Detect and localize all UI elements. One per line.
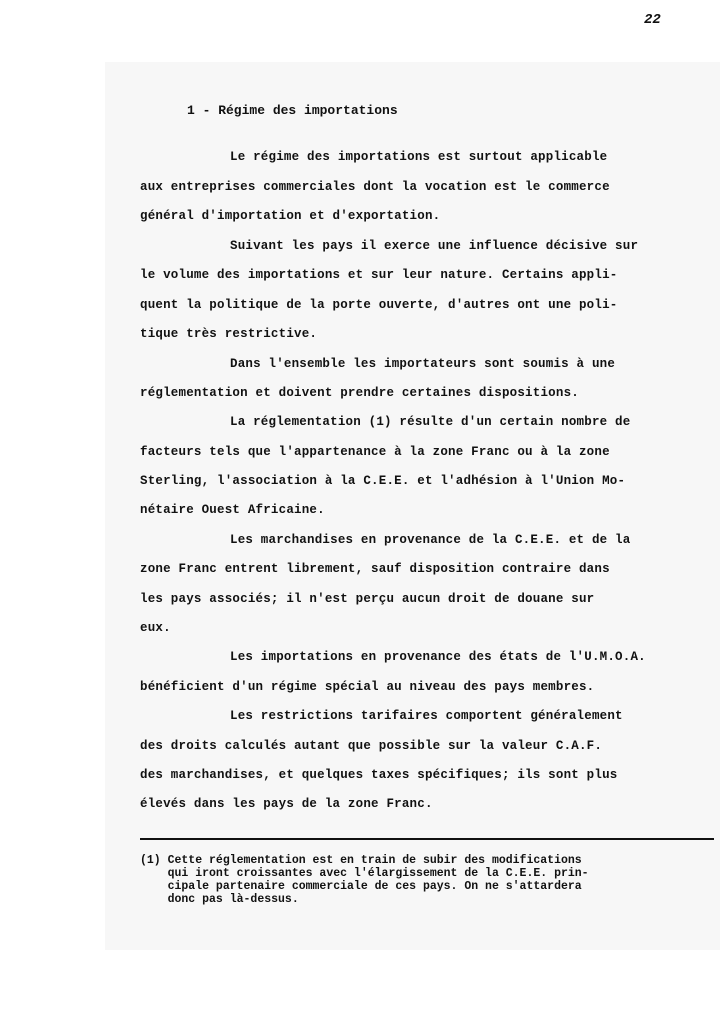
body-line: Le régime des importations est surtout applicable xyxy=(230,150,608,164)
body-line: facteurs tels que l'appartenance à la zone Franc ou à la zone xyxy=(140,445,610,459)
body-line: Les importations en provenance des états de l'U.M.O.A. xyxy=(230,650,646,664)
footnote-line: qui iront croissantes avec l'élargissement de la C.E.E. prin- xyxy=(140,867,589,880)
body-line: tique très restrictive. xyxy=(140,327,318,341)
body-line: Dans l'ensemble les importateurs sont soumis à une xyxy=(230,357,616,371)
footnote-separator xyxy=(140,838,714,840)
body-line: les pays associés; il n'est perçu aucun droit de douane sur xyxy=(140,592,595,606)
body-line: bénéficient d'un régime spécial au niveau des pays membres. xyxy=(140,680,595,694)
footnote-line: donc pas là-dessus. xyxy=(140,893,299,906)
body-line: réglementation et doivent prendre certaines dispositions. xyxy=(140,386,579,400)
body-line: des marchandises, et quelques taxes spécifiques; ils sont plus xyxy=(140,768,618,782)
footnote-line: (1) Cette réglementation est en train de subir des modifications xyxy=(140,854,582,867)
body-line: Les restrictions tarifaires comportent généralement xyxy=(230,709,623,723)
body-line: élevés dans les pays de la zone Franc. xyxy=(140,797,433,811)
body-line: Les marchandises en provenance de la C.E.E. et de la xyxy=(230,533,631,547)
body-line: le volume des importations et sur leur nature. Certains appli- xyxy=(140,268,618,282)
body-line: général d'importation et d'exportation. xyxy=(140,209,441,223)
body-line: zone Franc entrent librement, sauf disposition contraire dans xyxy=(140,562,610,576)
footnote-line: cipale partenaire commerciale de ces pays. On ne s'attardera xyxy=(140,880,582,893)
body-line: nétaire Ouest Africaine. xyxy=(140,503,325,517)
body-line: aux entreprises commerciales dont la vocation est le commerce xyxy=(140,180,610,194)
body-line: La réglementation (1) résulte d'un certain nombre de xyxy=(230,415,631,429)
body-line: eux. xyxy=(140,621,171,635)
body-line: Suivant les pays il exerce une influence décisive sur xyxy=(230,239,639,253)
section-heading: 1 - Régime des importations xyxy=(187,103,398,118)
body-line: quent la politique de la porte ouverte, d'autres ont une poli- xyxy=(140,298,618,312)
body-line: Sterling, l'association à la C.E.E. et l'adhésion à l'Union Mo- xyxy=(140,474,626,488)
body-line: des droits calculés autant que possible sur la valeur C.A.F. xyxy=(140,739,603,753)
page-number: 22 xyxy=(644,12,661,28)
